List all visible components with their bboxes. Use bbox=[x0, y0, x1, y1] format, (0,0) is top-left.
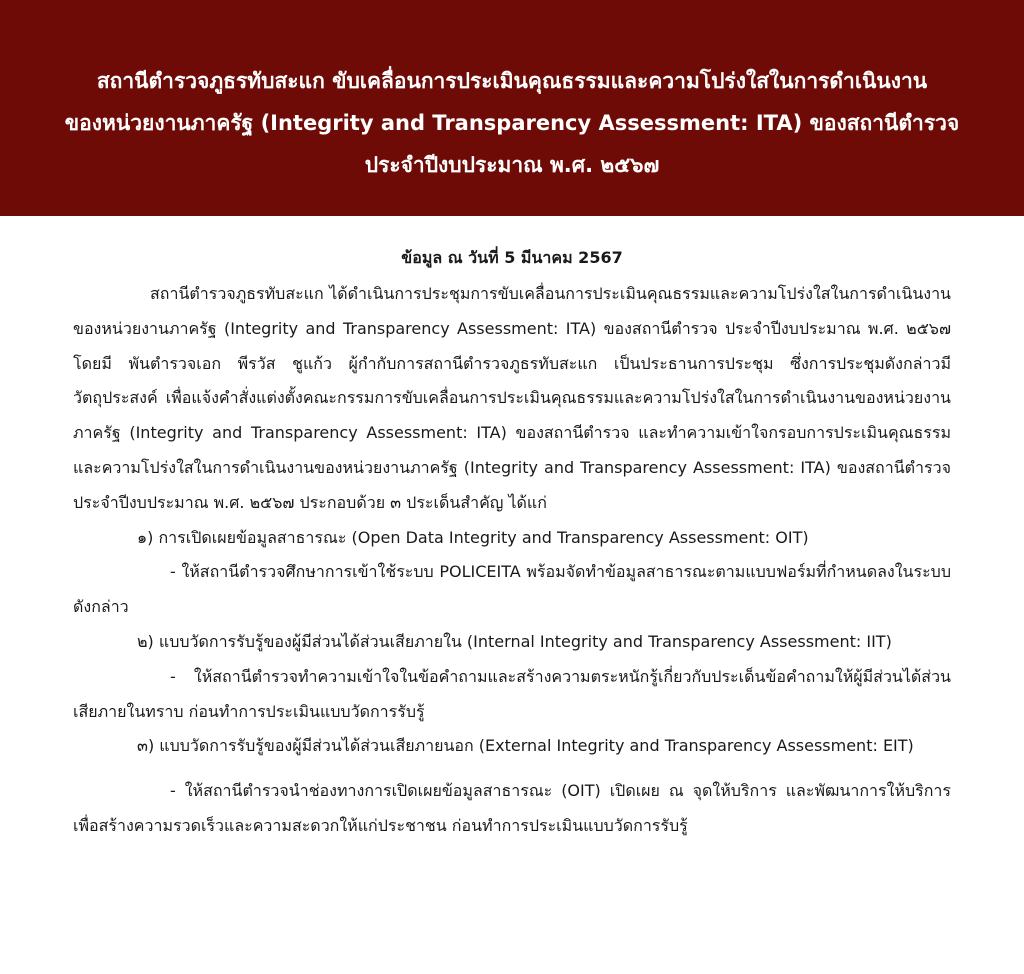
title-line-2: ของหน่วยงานภาครัฐ (Integrity and Transparency Assessment: ITA) ของสถานีตำรวจ bbox=[64, 111, 960, 135]
spacer bbox=[73, 764, 951, 774]
item-1-detail: - ให้สถานีตำรวจศึกษาการเข้าใช้ระบบ POLICEITA พร้อมจัดทำข้อมูลสาธารณะตามแบบฟอร์มที่กำหนดลงในระบบดังกล่าว bbox=[73, 562, 951, 617]
article-body bbox=[73, 216, 951, 844]
intro-paragraph: สถานีตำรวจภูธรทับสะแก ได้ดำเนินการประชุมการขับเคลื่อนการประเมินคุณธรรมและความโปร่งใสในการดำเนินงานของหน่วยงานภาครัฐ (Integrity and Transparency Assessment: ITA) ของสถานีตำรวจ ประจำปีงบประมาณ พ.ศ. ๒๕๖๗ โดยมี พันตำรวจเอก พีรวัส ชูแก้ว ผู้กำกับการสถานีตำรวจภูธรทับสะแก เป็นประธานการประชุม ซึ่งการประชุมดังกล่าวมีวัตถุประสงค์ เพื่อแจ้งคำสั่งแต่งตั้งคณะกรรมการขับเคลื่อนการประเมินคุณธรรมและความโปร่งใสในการดำเนินงานของหน่วยงานภาครัฐ (Integrity and Transparency Assessment: ITA) ของสถานีตำรวจ และทำความเข้าใจกรอบการประเมินคุณธรรมและความโปร่งใสในการดำเนินงานของหน่วยงานภาครัฐ (Integrity and Transparency Assessment: ITA) ของสถานีตำรวจประจำปีงบประมาณ พ.ศ. ๒๕๖๗ ประกอบด้วย ๓ ประเด็นสำคัญ ได้แก่ bbox=[73, 284, 951, 512]
item-1-title: ๑) การเปิดเผยข้อมูลสาธารณะ (Open Data Integrity and Transparency Assessment: OIT) bbox=[137, 527, 809, 547]
item-2-title: ๒) แบบวัดการรับรู้ของผู้มีส่วนได้ส่วนเสียภายใน (Internal Integrity and Transparency Assessment: IIT) bbox=[137, 631, 892, 651]
item-3-detail: - ให้สถานีตำรวจนำช่องทางการเปิดเผยข้อมูลสาธารณะ (OIT) เปิดเผย ณ จุดให้บริการ และพัฒนาการให้บริการเพื่อสร้างความรวดเร็วและความสะดวกให้แก่ประชาชน ก่อนทำการประเมินแบบวัดการรับรู้ bbox=[73, 781, 951, 835]
title-banner bbox=[0, 0, 1024, 216]
item-2-detail: - ให้สถานีตำรวจทำความเข้าใจในข้อคำถามและสร้างความตระหนักรู้เกี่ยวกับประเด็นข้อคำถามให้ผู้มีส่วนได้ส่วนเสียภายในทราบ ก่อนทำการประเมินแบบวัดการรับรู้ bbox=[73, 666, 951, 721]
title-line-1: สถานีตำรวจภูธรทับสะแก ขับเคลื่อนการประเมินคุณธรรมและความโปร่งใสในการดำเนินงาน bbox=[96, 69, 928, 93]
title-line-3: ประจำปีงบประมาณ พ.ศ. ๒๕๖๗ bbox=[364, 153, 660, 177]
date-line: ข้อมูล ณ วันที่ 5 มีนาคม 2567 bbox=[401, 248, 623, 267]
item-3-title: ๓) แบบวัดการรับรู้ของผู้มีส่วนได้ส่วนเสียภายนอก (External Integrity and Transparency Assessment: EIT) bbox=[137, 736, 914, 756]
